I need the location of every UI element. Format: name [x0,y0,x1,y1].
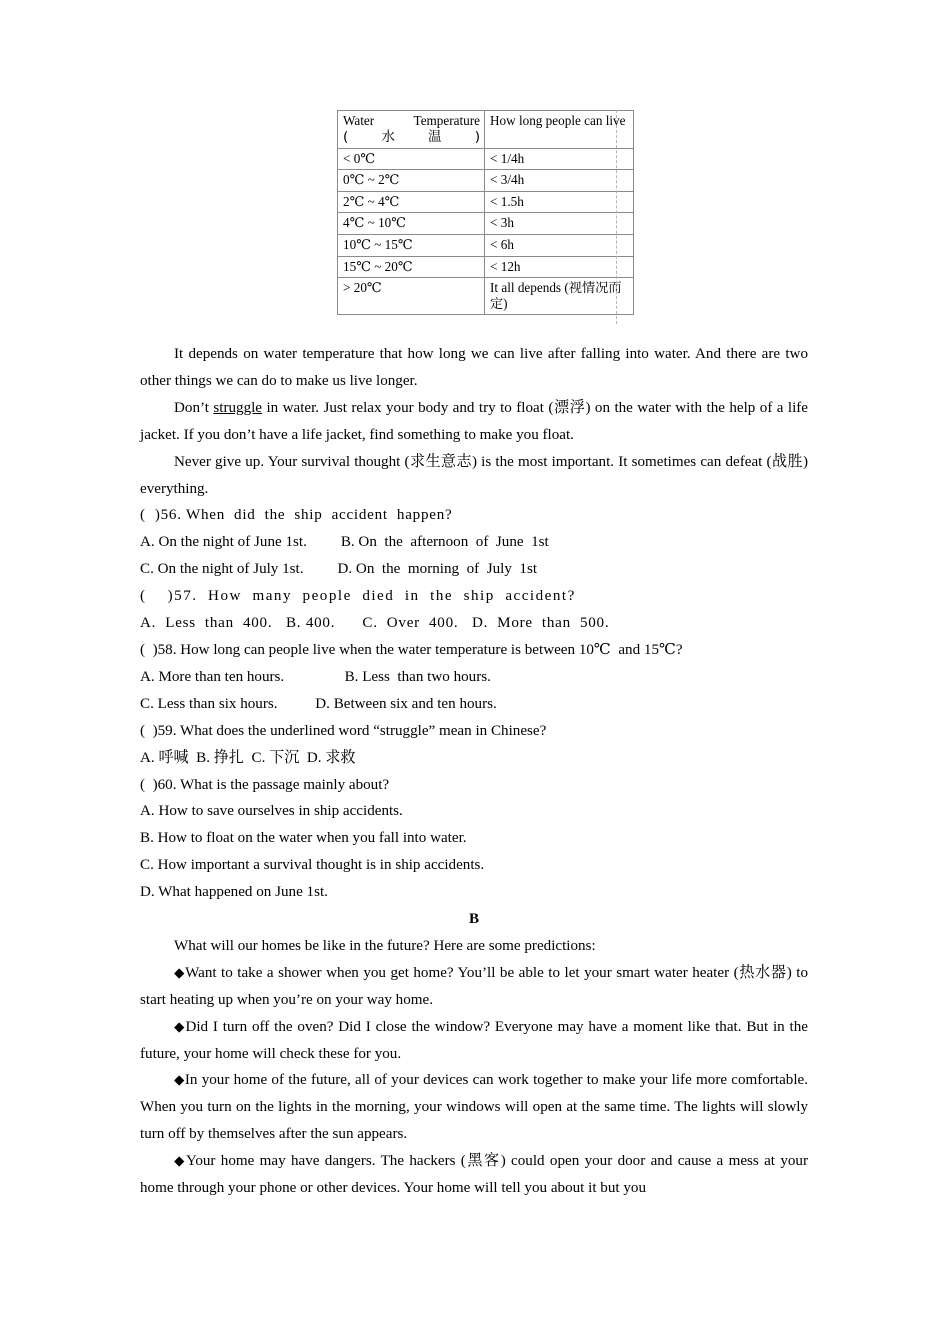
section-b-bullet-1 [140,960,808,1014]
header-line-main: Water Temperature [343,113,480,128]
water-temperature-table [337,110,634,315]
diamond-bullet-icon: ◆ [174,1153,186,1170]
table-header-water-temperature [338,111,485,149]
table-row [338,234,634,256]
question-56-options-line-2: C. On the night of July 1st. D. On the morning of July 1st [140,561,538,578]
question-58-options-line-1: A. More than ten hours. B. Less than two hours. [140,668,491,685]
para2-before: Don’t [174,399,214,416]
cell-survival: < 1.5h [485,191,634,213]
question-56-options-line-1: A. On the night of June 1st. B. On the afternoon of June 1st [140,534,549,551]
table-body [338,111,634,315]
cell-temperature: 10℃ ~ 15℃ [338,234,485,256]
diamond-bullet-icon: ◆ [174,1072,185,1089]
cell-temperature: 2℃ ~ 4℃ [338,191,485,213]
passage-a-paragraph-2 [140,395,808,449]
question-57-options-line-1: A. Less than 400. B. 400. C. Over 400. D. More than 500. [140,615,610,632]
section-b-bullet-4 [140,1148,808,1202]
cell-survival: < 1/4h [485,148,634,170]
question-60-options-line-1: A. How to save ourselves in ship accidents. [140,803,403,820]
diamond-bullet-icon: ◆ [174,1018,186,1035]
question-59-stem: ( )59. What does the underlined word “struggle” mean in Chinese? [140,722,547,739]
passage-a-paragraph-1: It depends on water temperature that how long we can live after falling into water. And there are two other things we can do to make us live longer. [140,346,808,389]
cell-survival: < 12h [485,256,634,278]
question-56-stem: ( )56. When did the ship accident happen? [140,507,453,524]
water-temperature-table-wrapper [337,110,626,315]
section-b-bullet-4-text: Your home may have dangers. The hackers (黑客) could open your door and cause a mess at your home through your phone or other devices. Your home will tell you about it but you [140,1153,809,1197]
section-b-heading: B [468,911,480,928]
table-header-survival-time [485,111,634,149]
section-b-bullet-3-text: In your home of the future, all of your devices can work together to make your life more comfortable. When you turn on the lights in the morning, your windows will open at the same time. The lights will slowly turn off by themselves after the sun appears. [140,1072,809,1143]
table-row [338,148,634,170]
cell-temperature: < 0℃ [338,148,485,170]
document-content [140,341,808,1202]
table-row [338,278,634,315]
para2-after: in water. Just relax your body and try to float (漂浮) on the water with the help of a life jacket. If you don’t have a life jacket, find something to make you float. [140,399,809,443]
cell-temperature: > 20℃ [338,278,485,315]
passage-a-paragraph-3: Never give up. Your survival thought (求生意志) is the most important. It sometimes can defeat (战胜) everything. [140,453,808,497]
question-58-options-line-2: C. Less than six hours. D. Between six and ten hours. [140,695,497,712]
question-57-stem: ( )57. How many people died in the ship accident? [140,588,576,605]
question-58-stem: ( )58. How long can people live when the water temperature is between 10℃ and 15℃? [140,641,683,658]
section-b-bullet-3 [140,1067,808,1148]
section-b-bullet-2 [140,1014,808,1068]
section-b-bullet-2-text: Did I turn off the oven? Did I close the window? Everyone may have a moment like that. But in the future, your home will check these for you. [140,1018,808,1062]
scan-edge-artifact [616,110,617,324]
question-59-options-line-1: A. 呼喊 B. 挣扎 C. 下沉 D. 求救 [140,749,356,766]
table-header-row [338,111,634,149]
underlined-word-struggle: struggle [213,399,263,416]
cell-temperature: 15℃ ~ 20℃ [338,256,485,278]
cell-survival: It all depends (视情况而定) [485,278,634,315]
table-row [338,191,634,213]
question-60-options-line-2: B. How to float on the water when you fall into water. [140,830,467,847]
question-60-options-line-3: C. How important a survival thought is in ship accidents. [140,857,485,874]
cell-survival: < 3h [485,213,634,235]
cell-survival: < 3/4h [485,170,634,192]
section-b-bullet-1-text: Want to take a shower when you get home? You’ll be able to let your smart water heater (热水器) to start heating up when you’re on your way home. [140,964,808,1008]
cell-survival: < 6h [485,234,634,256]
question-60-stem: ( )60. What is the passage mainly about? [140,776,390,793]
question-60-options-line-4: D. What happened on June 1st. [140,884,328,901]
table-row [338,213,634,235]
table-row [338,256,634,278]
table-row [338,170,634,192]
cell-temperature: 4℃ ~ 10℃ [338,213,485,235]
cell-temperature: 0℃ ~ 2℃ [338,170,485,192]
header-line-sub: (水温) [343,128,480,145]
header-col2-text: How long people can live [490,113,626,128]
diamond-bullet-icon: ◆ [174,964,186,981]
section-b-intro: What will our homes be like in the future? Here are some predictions: [174,937,596,954]
